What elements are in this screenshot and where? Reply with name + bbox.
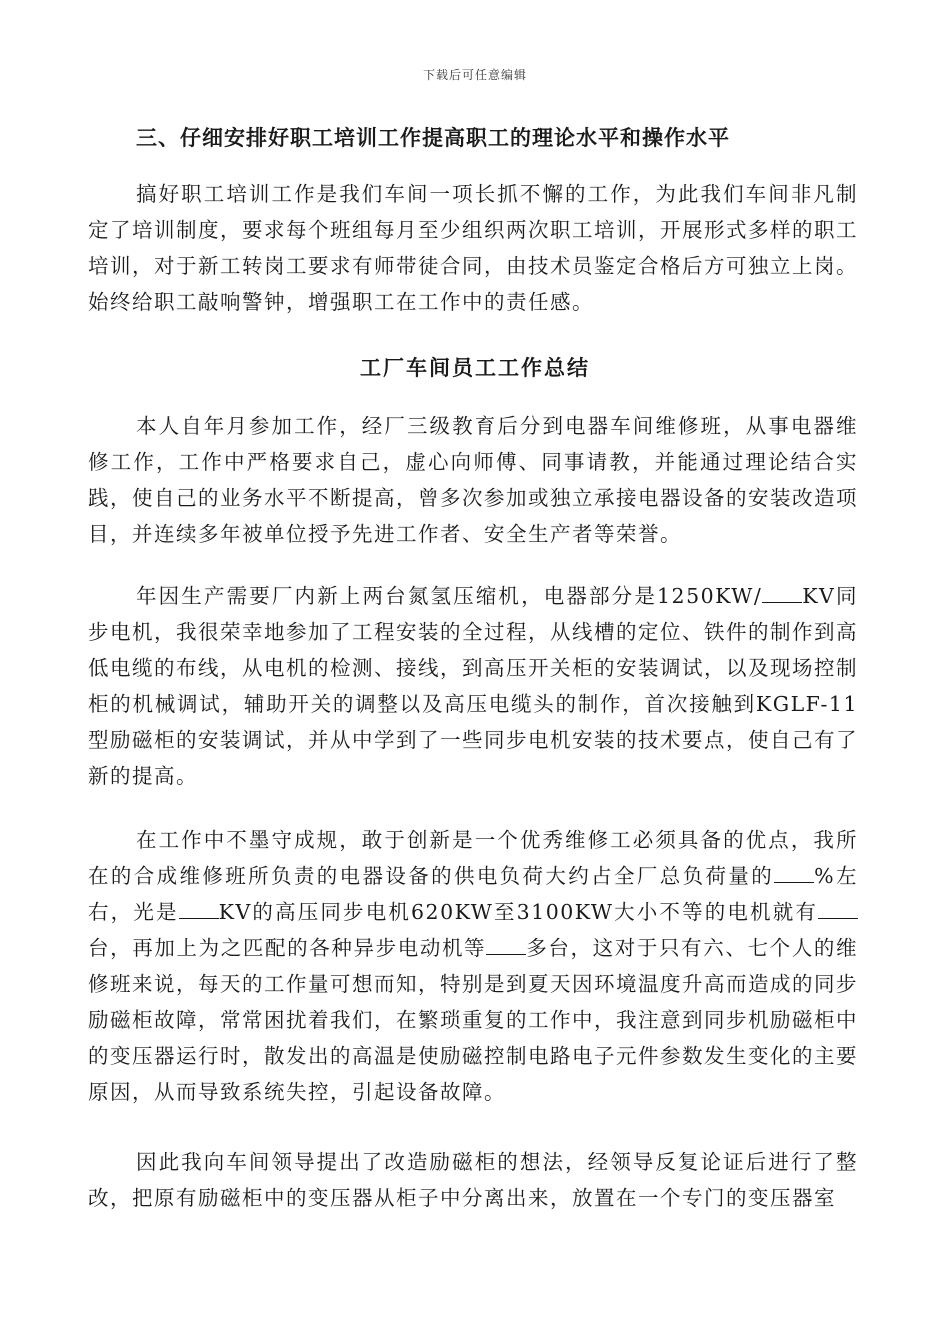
section-heading: 三、仔细安排好职工培训工作提高职工的理论水平和操作水平: [136, 125, 730, 150]
paragraph-2-text-b: KV同步电机，我很荣幸地参加了工程安装的全过程，从线槽的定位、铁件的制作到高低电缆的布线，从电机的检测、接线，到高压开关柜的安装调试，以及现场控制柜的机械调试，辅助开关的调整以及高压电缆头的制作，首次接触到KGLF-11型励磁柜的安装调试，并从中学到了一些同步电机安装的技术要点，使自己有了新的提高。: [88, 584, 859, 788]
header-note: 下载后可任意编辑: [422, 68, 527, 82]
document-title: 工厂车间员工工作总结: [360, 355, 590, 380]
fill-in-blank: [762, 601, 802, 603]
fill-in-blank: [774, 881, 814, 883]
section-paragraph: 搞好职工培训工作是我们车间一项长抓不懈的工作，为此我们车间非凡制定了培训制度，要求每个班组每月至少组织两次职工培训，开展形式多样的职工培训，对于新工转岗工要求有师带徒合同，由技术员鉴定合格后方可独立上岗。始终给职工敲响警钟，增强职工在工作中的责任感。: [88, 182, 858, 314]
body-paragraph-4: 因此我向车间领导提出了改造励磁柜的想法，经领导反复论证后进行了整改，把原有励磁柜中的变压器从柜子中分离出来，放置在一个专门的变压器室: [88, 1150, 858, 1210]
body-paragraph-1: 本人自年月参加工作，经厂三级教育后分到电器车间维修班，从事电器维修工作，工作中严格要求自己，虚心向师傅、同事请教，并能通过理论结合实践，使自己的业务水平不断提高，曾多次参加或独立承接电器设备的安装改造项目，并连续多年被单位授予先进工作者、安全生产者等荣誉。: [88, 414, 858, 546]
body-paragraph-3: [88, 822, 858, 1110]
fill-in-blank: [179, 917, 219, 919]
body-paragraph-2: [88, 578, 858, 794]
fill-in-blank: [818, 917, 858, 919]
paragraph-3-text-b: %左右，光是: [88, 864, 859, 924]
paragraph-3-text-d: 台，再加上为之匹配的各种异步电动机等: [88, 936, 487, 960]
paragraph-3-text-e: 多台，这对于只有六、七个人的维修班来说，每天的工作量可想而知，特别是到夏天因环境温度升高而造成的同步励磁柜故障，常常困扰着我们，在繁琐重复的工作中，我注意到同步机励磁柜中的变压器运行时，散发出的高温是使励磁控制电路电子元件参数发生变化的主要原因，从而导致系统失控，引起设备故障。: [88, 936, 859, 1104]
paragraph-3-text-a: 在工作中不墨守成规，敢于创新是一个优秀维修工必须具备的优点，我所在的合成维修班所负责的电器设备的供电负荷大约占全厂总负荷量的: [88, 828, 858, 888]
paragraph-3-text-c: KV的高压同步电机620KW至3100KW大小不等的电机就有: [218, 900, 819, 924]
paragraph-2-text-a: 年因生产需要厂内新上两台氮氢压缩机，电器部分是1250KW/: [136, 584, 763, 608]
fill-in-blank: [486, 953, 526, 955]
